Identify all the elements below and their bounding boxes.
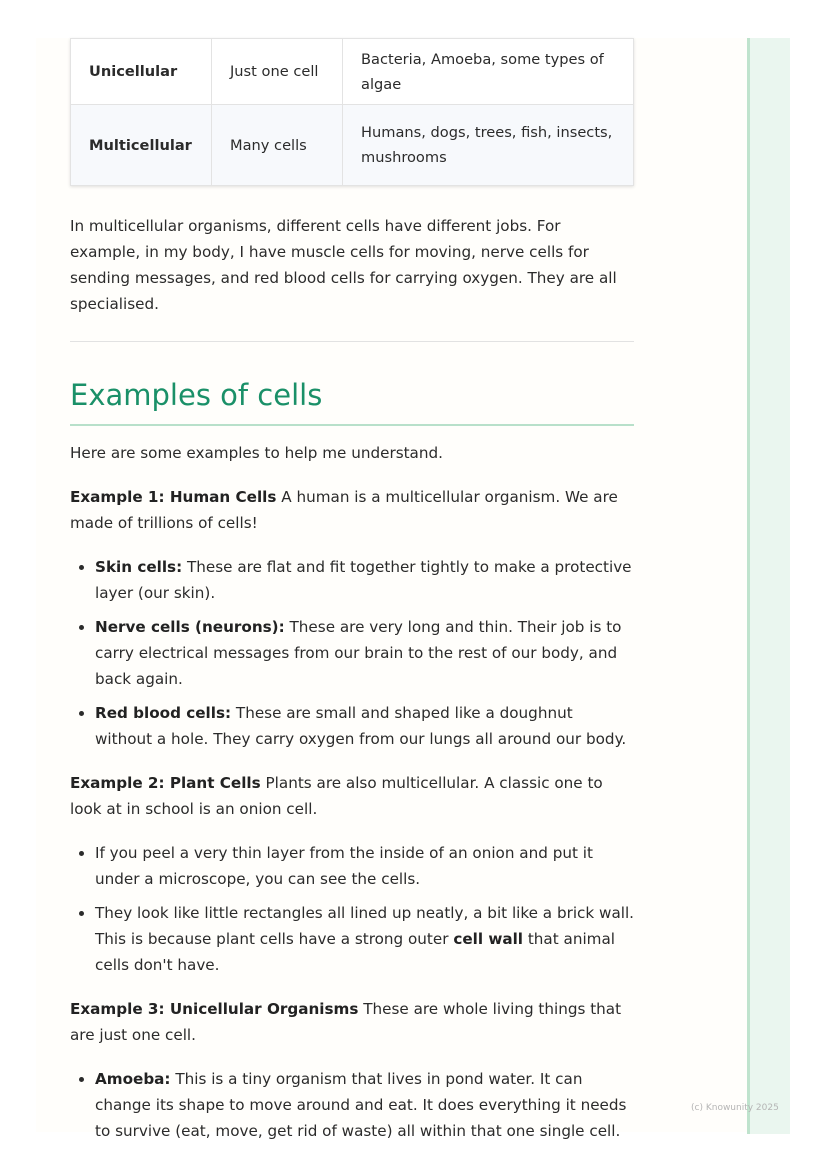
bullet-text: They look like little rectangles all lined up neatly, a bit like a brick wall. This is because plant cells have a strong outer <box>95 904 635 948</box>
table-row <box>71 105 634 186</box>
example-3-title: Example 3: Unicellular Organisms <box>70 1000 359 1018</box>
bullet-term: Amoeba: <box>95 1070 171 1088</box>
table-cell-type: Unicellular <box>71 39 212 105</box>
list-item <box>95 554 634 606</box>
list-item: • If you peel a very thin layer from the inside of an onion and put it under a microscope, you can see the cells. <box>95 840 634 892</box>
example-2-list <box>70 840 634 978</box>
lead-paragraph: Here are some examples to help me understand. <box>70 444 443 462</box>
section-heading: Examples of cells <box>70 376 634 426</box>
bullet-text: that animal cells don't have. <box>95 930 615 974</box>
bullet-text: These are very long and thin. Their job is to carry electrical messages from our brain to the rest of our body, and back again. <box>95 618 622 688</box>
sidebar-accent-line <box>747 38 750 1134</box>
cell-types-table <box>70 38 634 186</box>
bullet-term: Skin cells: <box>95 558 183 576</box>
intro-paragraph: In multicellular organisms, different cells have different jobs. For example, in my body, I have muscle cells for moving, nerve cells for sending messages, and red blood cells for carrying oxygen. They are all specialised. <box>70 217 617 313</box>
bullet-text: This is a tiny organism that lives in pond water. It can change its shape to move around and eat. It does everything it needs to survive (eat, move, get rid of waste) all within that one single cell. <box>95 1070 627 1140</box>
bullet-text: These are flat and fit together tightly to make a protective layer (our skin). <box>95 558 632 602</box>
table-cell-type: Multicellular <box>71 105 212 186</box>
example-3-text: These are whole living things that are just one cell. <box>70 1000 622 1044</box>
bullet-term: Red blood cells: <box>95 704 232 722</box>
copyright-footer: (c) Knowunity 2025 <box>691 1103 779 1113</box>
bullet-term: Nerve cells (neurons): <box>95 618 285 636</box>
bullet-text: These are small and shaped like a doughnut without a hole. They carry oxygen from our lungs all around our body. <box>95 704 627 748</box>
list-item <box>95 1066 634 1144</box>
document-content <box>70 38 634 1152</box>
example-3-paragraph <box>70 996 634 1048</box>
list-item <box>95 700 634 752</box>
section-divider <box>70 341 634 342</box>
example-1-list <box>70 554 634 752</box>
example-1-title: Example 1: Human Cells <box>70 488 277 506</box>
example-1-text: A human is a multicellular organism. We are made of trillions of cells! <box>70 488 618 532</box>
example-2-text: Plants are also multicellular. A classic one to look at in school is an onion cell. <box>70 774 603 818</box>
bullet-bold-term: cell wall <box>453 930 524 948</box>
table-cell-count: Many cells <box>212 105 343 186</box>
list-item <box>95 900 634 978</box>
table-cell-examples: Humans, dogs, trees, fish, insects, mushrooms <box>343 105 634 186</box>
example-1-paragraph <box>70 484 634 536</box>
list-item <box>95 614 634 692</box>
table-cell-examples: Bacteria, Amoeba, some types of algae <box>343 39 634 105</box>
example-2-paragraph <box>70 770 634 822</box>
example-3-list <box>70 1066 634 1144</box>
table-row <box>71 39 634 105</box>
right-sidebar-strip <box>747 38 790 1134</box>
example-2-title: Example 2: Plant Cells <box>70 774 261 792</box>
table-cell-count: Just one cell <box>212 39 343 105</box>
